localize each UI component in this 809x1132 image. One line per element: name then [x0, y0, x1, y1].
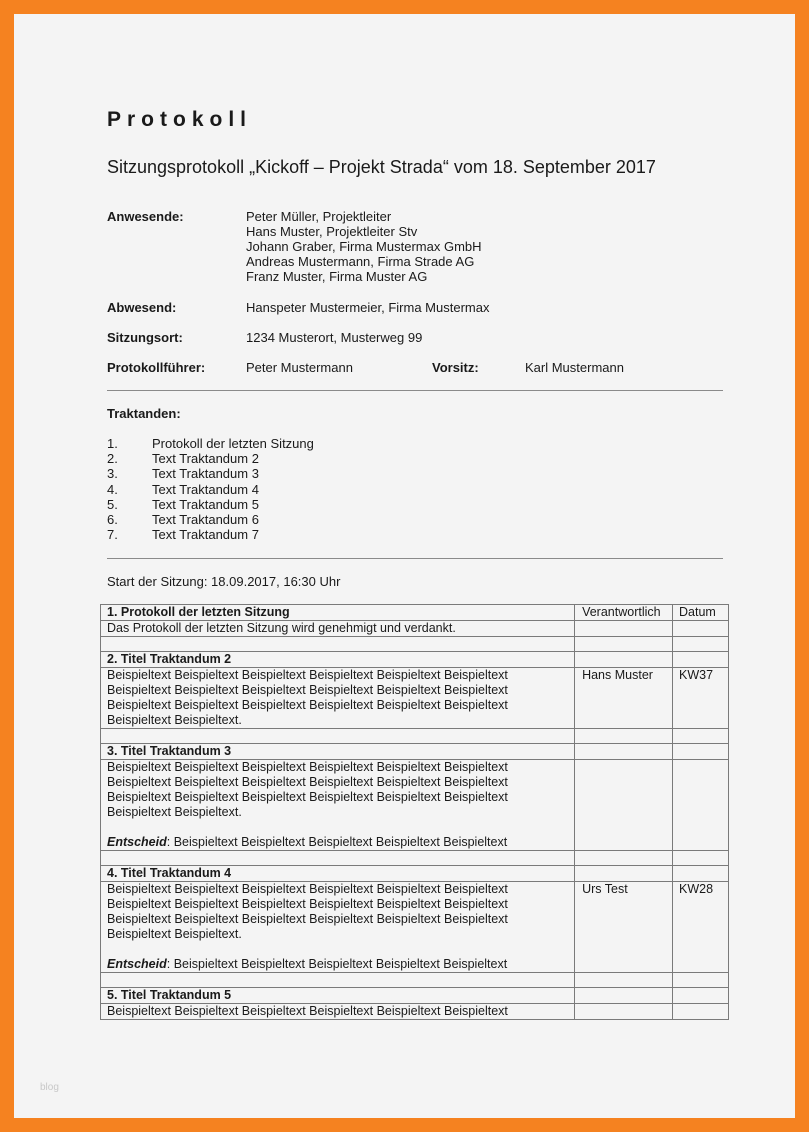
section-body: Beispieltext Beispieltext Beispieltext Beispieltext Beispieltext Beispieltext Beispieltext Beispieltext Beispieltext Beispieltext Beispieltext Beispieltext Beispieltext Beispieltext Beispieltext Beispieltext Beispieltext Beispieltext Beispieltext Beispieltext.	[107, 668, 508, 727]
section-content-row	[101, 1004, 729, 1020]
divider-1	[107, 390, 723, 391]
column-header-date: Datum	[673, 605, 729, 621]
paragraph-gap	[107, 820, 568, 835]
section-content	[101, 621, 575, 637]
divider-2	[107, 558, 723, 559]
agenda-item-text: Text Traktandum 5	[152, 496, 259, 512]
agenda-item	[107, 451, 314, 466]
section-content	[101, 1004, 575, 1020]
section-header-spacer	[673, 866, 729, 882]
section-body: Beispieltext Beispieltext Beispieltext Beispieltext Beispieltext Beispieltext	[107, 1004, 508, 1018]
section-responsible	[575, 1004, 673, 1020]
section-header-spacer	[673, 744, 729, 760]
agenda-item-number: 6.	[107, 512, 118, 528]
location-label: Sitzungsort:	[107, 330, 183, 345]
agenda-item	[107, 527, 314, 542]
agenda-item-text: Text Traktandum 7	[152, 527, 259, 543]
section-header-row	[101, 988, 729, 1004]
watermark: blog	[40, 1082, 59, 1093]
section-date	[673, 760, 729, 851]
present-person-3: Johann Graber, Firma Mustermax GmbH	[246, 239, 482, 254]
section-content-row	[101, 621, 729, 637]
spacer-row	[101, 973, 729, 988]
present-person-2: Hans Muster, Projektleiter Stv	[246, 224, 418, 239]
section-content	[101, 882, 575, 973]
agenda-item	[107, 466, 314, 481]
agenda-item	[107, 497, 314, 512]
section-date: KW37	[673, 668, 729, 729]
minutes-table-body	[101, 605, 729, 1020]
present-person-5: Franz Muster, Firma Muster AG	[246, 269, 428, 284]
section-header-row	[101, 866, 729, 882]
agenda-item-text: Protokoll der letzten Sitzung	[152, 436, 314, 451]
agenda-item-number: 7.	[107, 527, 118, 543]
section-header-row	[101, 652, 729, 668]
section-header-spacer	[575, 988, 673, 1004]
section-responsible: Urs Test	[575, 882, 673, 973]
agenda-list	[107, 436, 314, 542]
recorder-label: Protokollführer:	[107, 360, 206, 375]
section-heading: 3. Titel Traktandum 3	[101, 744, 575, 760]
paragraph-gap	[107, 942, 568, 957]
section-content	[101, 668, 575, 729]
spacer-row	[101, 637, 729, 652]
decision-label: Entscheid	[107, 957, 167, 971]
section-header-spacer	[673, 988, 729, 1004]
section-body: Beispieltext Beispieltext Beispieltext Beispieltext Beispieltext Beispieltext Beispieltext Beispieltext Beispieltext Beispieltext Beispieltext Beispieltext Beispieltext Beispieltext Beispieltext Beispieltext Beispieltext Beispieltext Beispieltext Beispieltext.	[107, 760, 508, 819]
document-title: Protokoll	[107, 108, 253, 131]
meeting-start: Start der Sitzung: 18.09.2017, 16:30 Uhr	[107, 574, 341, 589]
section-responsible	[575, 760, 673, 851]
section-date	[673, 1004, 729, 1020]
minutes-table	[100, 604, 729, 1020]
section-responsible	[575, 621, 673, 637]
absent-person: Hanspeter Mustermeier, Firma Mustermax	[246, 300, 490, 315]
section-body: Beispieltext Beispieltext Beispieltext Beispieltext Beispieltext Beispieltext Beispieltext Beispieltext Beispieltext Beispieltext Beispieltext Beispieltext Beispieltext Beispieltext Beispieltext Beispieltext Beispieltext Beispieltext Beispieltext Beispieltext.	[107, 882, 508, 941]
section-responsible: Hans Muster	[575, 668, 673, 729]
present-label: Anwesende:	[107, 209, 184, 224]
agenda-item-text: Text Traktandum 4	[152, 481, 259, 497]
location-value: 1234 Musterort, Musterweg 99	[246, 330, 423, 345]
spacer-row	[101, 729, 729, 744]
recorder-value: Peter Mustermann	[246, 360, 353, 375]
document-page	[14, 14, 795, 1118]
chair-label: Vorsitz:	[432, 360, 479, 375]
section-heading: 5. Titel Traktandum 5	[101, 988, 575, 1004]
decision-label: Entscheid	[107, 835, 167, 849]
section-content-row	[101, 668, 729, 729]
section-content-row	[101, 882, 729, 973]
section-header-spacer	[673, 652, 729, 668]
chair-value: Karl Mustermann	[525, 360, 624, 375]
agenda-item-text: Text Traktandum 2	[152, 451, 259, 467]
agenda-item-number: 1.	[107, 436, 118, 451]
section-heading: 1. Protokoll der letzten Sitzung	[101, 605, 575, 621]
decision-text: : Beispieltext Beispieltext Beispieltext Beispieltext Beispieltext	[166, 957, 508, 971]
section-heading: 4. Titel Traktandum 4	[101, 866, 575, 882]
section-heading: 2. Titel Traktandum 2	[101, 652, 575, 668]
section-header-row	[101, 605, 729, 621]
agenda-heading: Traktanden:	[107, 406, 181, 421]
agenda-item	[107, 482, 314, 497]
section-date	[673, 621, 729, 637]
agenda-item-text: Text Traktandum 3	[152, 466, 259, 482]
section-header-row	[101, 744, 729, 760]
decision-text: : Beispieltext Beispieltext Beispieltext Beispieltext Beispieltext	[166, 835, 508, 849]
agenda-item-number: 4.	[107, 481, 118, 497]
section-content	[101, 760, 575, 851]
spacer-row	[101, 851, 729, 866]
agenda-item	[107, 512, 314, 527]
agenda-item-number: 3.	[107, 466, 118, 482]
absent-label: Abwesend:	[107, 300, 177, 315]
section-header-spacer	[575, 652, 673, 668]
column-header-responsible: Verantwortlich	[575, 605, 673, 621]
agenda-item-number: 2.	[107, 451, 118, 467]
section-date: KW28	[673, 882, 729, 973]
agenda-item-text: Text Traktandum 6	[152, 512, 259, 528]
agenda-item-number: 5.	[107, 496, 118, 512]
present-person-1: Peter Müller, Projektleiter	[246, 209, 392, 224]
present-person-4: Andreas Mustermann, Firma Strade AG	[246, 254, 475, 269]
agenda-item	[107, 436, 314, 451]
section-header-spacer	[575, 866, 673, 882]
section-header-spacer	[575, 744, 673, 760]
document-subtitle: Sitzungsprotokoll „Kickoff – Projekt Strada“ vom 18. September 2017	[107, 157, 656, 177]
section-body: Das Protokoll der letzten Sitzung wird genehmigt und verdankt.	[107, 621, 456, 635]
section-content-row	[101, 760, 729, 851]
